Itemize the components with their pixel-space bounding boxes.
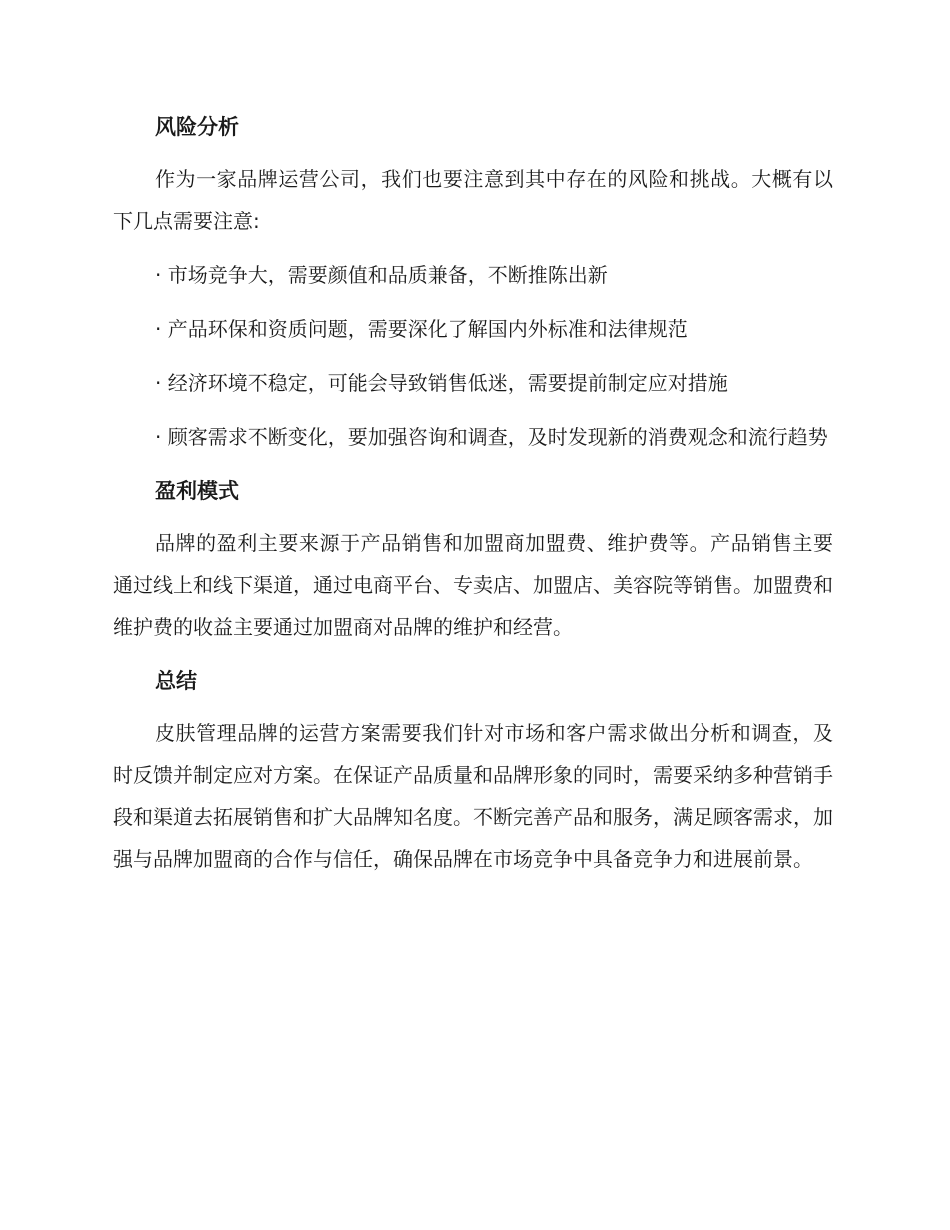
section-heading-risk-analysis: 风险分析 bbox=[155, 115, 239, 139]
risk-intro-paragraph: 作为一家品牌运营公司，我们也要注意到其中存在的风险和挑战。大概有以下几点需要注意: bbox=[113, 167, 833, 233]
risk-bullet-item: · 市场竞争大，需要颜值和品质兼备，不断推陈出新 bbox=[155, 263, 608, 287]
summary-paragraph: 皮肤管理品牌的运营方案需要我们针对市场和客户需求做出分析和调查，及时反馈并制定应对方案。在保证产品质量和品牌形象的同时，需要采纳多种营销手段和渠道去拓展销售和扩大品牌知名度。不断完善产品和服务，满足顾客需求，加强与品牌加盟商的合作与信任，确保品牌在市场竞争中具备竞争力和进展前景。 bbox=[113, 721, 833, 871]
risk-bullet-item: · 经济环境不稳定，可能会导致销售低迷，需要提前制定应对措施 bbox=[155, 371, 728, 395]
section-heading-profit-model: 盈利模式 bbox=[155, 479, 239, 503]
profit-model-paragraph: 品牌的盈利主要来源于产品销售和加盟商加盟费、维护费等。产品销售主要通过线上和线下渠道，通过电商平台、专卖店、加盟店、美容院等销售。加盟费和维护费的收益主要通过加盟商对品牌的维护和经营。 bbox=[113, 531, 833, 639]
risk-bullet-item: · 产品环保和资质问题，需要深化了解国内外标准和法律规范 bbox=[155, 317, 688, 341]
risk-bullet-item: · 顾客需求不断变化，要加强咨询和调查，及时发现新的消费观念和流行趋势 bbox=[155, 425, 828, 449]
document-page bbox=[113, 108, 833, 880]
section-heading-summary: 总结 bbox=[155, 669, 197, 693]
